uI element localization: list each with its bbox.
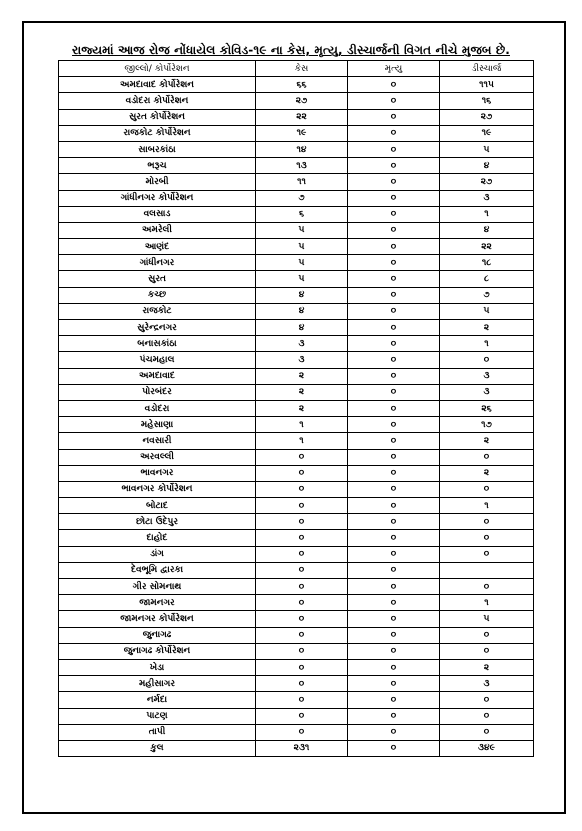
table-row <box>59 498 534 514</box>
district-name: નવસારી <box>59 433 256 449</box>
cases-value: ૦ <box>256 514 348 530</box>
total-deaths: ૦ <box>348 740 440 756</box>
table-row <box>59 336 534 352</box>
table-row <box>59 206 534 222</box>
cases-value: ૫ <box>256 255 348 271</box>
discharged-value: ૧ <box>440 206 534 222</box>
cases-value: ૦ <box>256 449 348 465</box>
table-row <box>59 562 534 578</box>
cases-value: ૧૪ <box>256 141 348 157</box>
deaths-value: ૦ <box>348 109 440 125</box>
table-row <box>59 158 534 174</box>
discharged-value: ૦ <box>440 579 534 595</box>
deaths-value: ૦ <box>348 481 440 497</box>
table-row <box>59 627 534 643</box>
table-row <box>59 692 534 708</box>
discharged-value: ૧૯ <box>440 125 534 141</box>
cases-value: ૫ <box>256 222 348 238</box>
deaths-value: ૦ <box>348 595 440 611</box>
deaths-value: ૦ <box>348 514 440 530</box>
district-name: પોરબંદર <box>59 384 256 400</box>
deaths-value: ૦ <box>348 141 440 157</box>
district-name: મહેસાણા <box>59 417 256 433</box>
table-body <box>59 77 534 741</box>
discharged-value: ૪ <box>440 158 534 174</box>
discharged-value: ૩ <box>440 190 534 206</box>
deaths-value: ૦ <box>348 465 440 481</box>
discharged-value: ૦ <box>440 708 534 724</box>
district-name: તાપી <box>59 724 256 740</box>
table-row <box>59 303 534 319</box>
discharged-value: ૫ <box>440 303 534 319</box>
deaths-value: ૦ <box>348 271 440 287</box>
table-row <box>59 320 534 336</box>
cases-value: ૦ <box>256 481 348 497</box>
table-row <box>59 77 534 93</box>
deaths-value: ૦ <box>348 255 440 271</box>
district-name: વડોદરા કોર્પોરેશન <box>59 93 256 109</box>
table-row <box>59 676 534 692</box>
page-title: રાજ્યમાં આજ રોજ નોંધાયેલ કોવિડ-૧૯ ના કેસ, મૃત્યુ, ડીસ્ચાર્જની વિગત નીચે મુજબ છે. <box>72 43 510 57</box>
discharged-value: ૩ <box>440 368 534 384</box>
deaths-value: ૦ <box>348 336 440 352</box>
cases-value: ૦ <box>256 692 348 708</box>
discharged-value: ૨૬ <box>440 400 534 416</box>
table-row <box>59 287 534 303</box>
table-row <box>59 255 534 271</box>
discharged-value: ૦ <box>440 546 534 562</box>
header-cases: કેસ <box>256 61 348 77</box>
deaths-value: ૦ <box>348 400 440 416</box>
discharged-value: ૦ <box>440 724 534 740</box>
deaths-value: ૦ <box>348 352 440 368</box>
district-name: અરવલ્લી <box>59 449 256 465</box>
district-name: ગીર સોમનાથ <box>59 579 256 595</box>
district-name: દેવભૂમિ દ્વારકા <box>59 562 256 578</box>
district-name: દાહોદ <box>59 530 256 546</box>
table-row <box>59 659 534 675</box>
cases-value: ૦ <box>256 643 348 659</box>
deaths-value: ૦ <box>348 433 440 449</box>
cases-value: ૭ <box>256 190 348 206</box>
cases-value: ૦ <box>256 611 348 627</box>
cases-value: ૨ <box>256 368 348 384</box>
discharged-value: ૧૮ <box>440 255 534 271</box>
district-name: અમરેલી <box>59 222 256 238</box>
table-row <box>59 400 534 416</box>
deaths-value: ૦ <box>348 206 440 222</box>
deaths-value: ૦ <box>348 368 440 384</box>
table-row <box>59 465 534 481</box>
discharged-value: ૦ <box>440 643 534 659</box>
district-name: પંચમહાલ <box>59 352 256 368</box>
deaths-value: ૦ <box>348 384 440 400</box>
cases-value: ૬૬ <box>256 77 348 93</box>
district-name: સુરત કોર્પોરેશન <box>59 109 256 125</box>
discharged-value: ૨ <box>440 659 534 675</box>
district-name: ભરૂચ <box>59 158 256 174</box>
deaths-value: ૦ <box>348 562 440 578</box>
deaths-value: ૦ <box>348 417 440 433</box>
discharged-value: ૧૭ <box>440 417 534 433</box>
table-row <box>59 190 534 206</box>
discharged-value: ૨ <box>440 465 534 481</box>
deaths-value: ૦ <box>348 287 440 303</box>
table-row <box>59 368 534 384</box>
discharged-value: ૩ <box>440 384 534 400</box>
deaths-value: ૦ <box>348 190 440 206</box>
table-row <box>59 433 534 449</box>
discharged-value: ૦ <box>440 514 534 530</box>
discharged-value: ૪ <box>440 222 534 238</box>
deaths-value: ૦ <box>348 643 440 659</box>
discharged-value: ૧૧૫ <box>440 77 534 93</box>
cases-value: ૧૧ <box>256 174 348 190</box>
discharged-value: ૫ <box>440 611 534 627</box>
cases-value: ૦ <box>256 546 348 562</box>
discharged-value: ૧ <box>440 498 534 514</box>
discharged-value: ૧ <box>440 595 534 611</box>
district-name: ડાંગ <box>59 546 256 562</box>
district-name: ખેડા <box>59 659 256 675</box>
table-row <box>59 352 534 368</box>
district-name: ગાંધીનગર <box>59 255 256 271</box>
table-row <box>59 239 534 255</box>
discharged-value: ૦ <box>440 530 534 546</box>
discharged-value: ૨ <box>440 433 534 449</box>
total-label: કુલ <box>59 740 256 756</box>
total-cases: ૨૩૧ <box>256 740 348 756</box>
deaths-value: ૦ <box>348 158 440 174</box>
district-name: સુરત <box>59 271 256 287</box>
table-row <box>59 514 534 530</box>
district-name: ભાવનગર કોર્પોરેશન <box>59 481 256 497</box>
header-district: જીલ્લો/ કોર્પોરેશન <box>59 61 256 77</box>
deaths-value: ૦ <box>348 530 440 546</box>
cases-value: ૦ <box>256 579 348 595</box>
table-row <box>59 174 534 190</box>
total-row <box>59 740 534 756</box>
cases-value: ૫ <box>256 271 348 287</box>
deaths-value: ૦ <box>348 449 440 465</box>
cases-value: ૦ <box>256 659 348 675</box>
table-row <box>59 449 534 465</box>
cases-value: ૦ <box>256 627 348 643</box>
district-name: રાજકોટ કોર્પોરેશન <box>59 125 256 141</box>
table-row <box>59 271 534 287</box>
table-row <box>59 222 534 238</box>
deaths-value: ૦ <box>348 627 440 643</box>
district-name: બોટાદ <box>59 498 256 514</box>
cases-value: ૧૯ <box>256 125 348 141</box>
table-row <box>59 109 534 125</box>
cases-value: ૩ <box>256 352 348 368</box>
deaths-value: ૦ <box>348 692 440 708</box>
discharged-value: ૫ <box>440 141 534 157</box>
district-name: વડોદરા <box>59 400 256 416</box>
total-discharged: ૩૪૯ <box>440 740 534 756</box>
district-name: ગાંધીનગર કોર્પોરેશન <box>59 190 256 206</box>
table-row <box>59 546 534 562</box>
deaths-value: ૦ <box>348 546 440 562</box>
cases-value: ૨૭ <box>256 93 348 109</box>
cases-value: ૩ <box>256 336 348 352</box>
cases-value: ૪ <box>256 303 348 319</box>
cases-value: ૨ <box>256 400 348 416</box>
deaths-value: ૦ <box>348 77 440 93</box>
district-name: સાબરકાંઠા <box>59 141 256 157</box>
district-name: બનાસકાંઠા <box>59 336 256 352</box>
table-row <box>59 579 534 595</box>
discharged-value <box>440 562 534 578</box>
district-name: ભાવનગર <box>59 465 256 481</box>
district-name: પાટણ <box>59 708 256 724</box>
deaths-value: ૦ <box>348 303 440 319</box>
discharged-value: ૦ <box>440 352 534 368</box>
table-row <box>59 724 534 740</box>
table-header-row <box>59 61 534 77</box>
cases-value: ૦ <box>256 708 348 724</box>
cases-value: ૦ <box>256 562 348 578</box>
covid-data-table <box>58 60 534 757</box>
header-discharged: ડીસ્ચાર્જ <box>440 61 534 77</box>
deaths-value: ૦ <box>348 724 440 740</box>
deaths-value: ૦ <box>348 579 440 595</box>
district-name: જુનાગઢ <box>59 627 256 643</box>
deaths-value: ૦ <box>348 239 440 255</box>
deaths-value: ૦ <box>348 708 440 724</box>
discharged-value: ૨૭ <box>440 109 534 125</box>
cases-value: ૦ <box>256 498 348 514</box>
discharged-value: ૨૨ <box>440 239 534 255</box>
district-name: મોરબી <box>59 174 256 190</box>
district-name: વલસાડ <box>59 206 256 222</box>
table-row <box>59 125 534 141</box>
table-row <box>59 384 534 400</box>
cases-value: ૫ <box>256 239 348 255</box>
cases-value: ૬ <box>256 206 348 222</box>
discharged-value: ૧૬ <box>440 93 534 109</box>
discharged-value: ૩ <box>440 676 534 692</box>
district-name: જુનાગઢ કોર્પોરેશન <box>59 643 256 659</box>
district-name: મહીસાગર <box>59 676 256 692</box>
discharged-value: ૦ <box>440 481 534 497</box>
deaths-value: ૦ <box>348 498 440 514</box>
discharged-value: ૮ <box>440 271 534 287</box>
cases-value: ૪ <box>256 320 348 336</box>
cases-value: ૦ <box>256 676 348 692</box>
table-row <box>59 530 534 546</box>
district-name: છોટા ઉદેપુર <box>59 514 256 530</box>
deaths-value: ૦ <box>348 174 440 190</box>
cases-value: ૧ <box>256 417 348 433</box>
cases-value: ૦ <box>256 465 348 481</box>
cases-value: ૧૩ <box>256 158 348 174</box>
discharged-value: ૨૭ <box>440 174 534 190</box>
district-name: કચ્છ <box>59 287 256 303</box>
table-row <box>59 611 534 627</box>
discharged-value: ૨ <box>440 320 534 336</box>
discharged-value: ૧ <box>440 336 534 352</box>
district-name: જામનગર <box>59 595 256 611</box>
district-name: સુરેન્દ્રનગર <box>59 320 256 336</box>
discharged-value: ૦ <box>440 627 534 643</box>
table-row <box>59 141 534 157</box>
table-row <box>59 417 534 433</box>
cases-value: ૧ <box>256 433 348 449</box>
table-row <box>59 595 534 611</box>
district-name: જામનગર કોર્પોરેશન <box>59 611 256 627</box>
deaths-value: ૦ <box>348 611 440 627</box>
district-name: આણંદ <box>59 239 256 255</box>
table-row <box>59 643 534 659</box>
cases-value: ૦ <box>256 724 348 740</box>
cases-value: ૦ <box>256 530 348 546</box>
discharged-value: ૭ <box>440 287 534 303</box>
deaths-value: ૦ <box>348 320 440 336</box>
table-row <box>59 481 534 497</box>
deaths-value: ૦ <box>348 659 440 675</box>
table-row <box>59 708 534 724</box>
deaths-value: ૦ <box>348 676 440 692</box>
deaths-value: ૦ <box>348 93 440 109</box>
discharged-value: ૦ <box>440 692 534 708</box>
table-row <box>59 93 534 109</box>
district-name: નર્મદા <box>59 692 256 708</box>
cases-value: ૪ <box>256 287 348 303</box>
deaths-value: ૦ <box>348 222 440 238</box>
cases-value: ૦ <box>256 595 348 611</box>
header-deaths: મૃત્યુ <box>348 61 440 77</box>
district-name: અમદાવાદ કોર્પોરેશન <box>59 77 256 93</box>
district-name: અમદાવાદ <box>59 368 256 384</box>
district-name: રાજકોટ <box>59 303 256 319</box>
discharged-value: ૦ <box>440 449 534 465</box>
cases-value: ૨ <box>256 384 348 400</box>
cases-value: ૨૨ <box>256 109 348 125</box>
deaths-value: ૦ <box>348 125 440 141</box>
